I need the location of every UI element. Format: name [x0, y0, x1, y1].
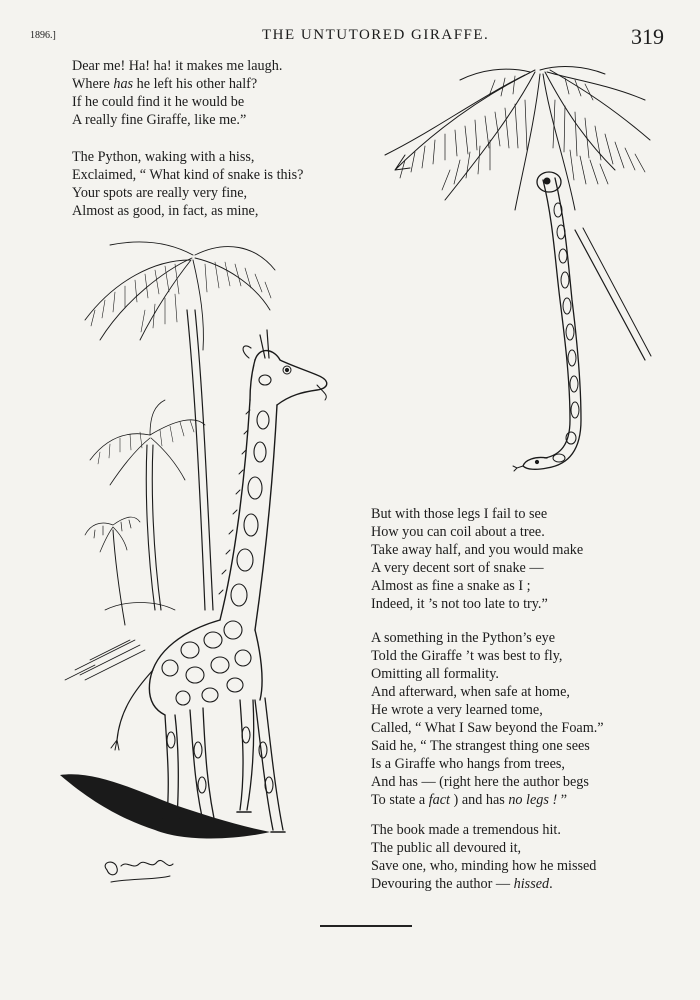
- python-palm-illustration: [375, 60, 660, 480]
- header-title: THE UNTUTORED GIRAFFE.: [262, 27, 490, 43]
- poem-line: If he could find it he would be: [72, 94, 245, 110]
- poem-line: A really fine Giraffe, like me.”: [72, 112, 247, 128]
- poem-line: And afterward, when safe at home,: [371, 684, 570, 700]
- page-number: 319: [631, 24, 664, 49]
- poem-line: And has — (right here the author begs: [371, 774, 589, 790]
- poem-line: Your spots are really very fine,: [72, 185, 248, 201]
- poem-line: How you can coil about a tree.: [371, 524, 545, 540]
- poem-line: Almost as good, in fact, as mine,: [72, 203, 259, 219]
- poem-line: Devouring the author — hissed.: [371, 876, 553, 892]
- poem-line: The book made a tremendous hit.: [371, 822, 561, 838]
- poem-line: Dear me! Ha! ha! it makes me laugh.: [72, 58, 283, 74]
- poem-line: Save one, who, minding how he missed: [371, 858, 597, 874]
- poem-line: Said he, “ The strangest thing one sees: [371, 738, 590, 754]
- poem-line: Indeed, it ’s not too late to try.”: [371, 596, 548, 612]
- poem-line: He wrote a very learned tome,: [371, 702, 543, 718]
- poem-stanza: [371, 821, 596, 893]
- header-year: 1896.]: [30, 30, 56, 41]
- poem-line: To state a fact ) and has no legs ! ”: [371, 792, 568, 808]
- poem-line: The Python, waking with a hiss,: [72, 149, 255, 165]
- poem-line: A something in the Python’s eye: [371, 630, 556, 646]
- poem-stanza: [371, 505, 583, 613]
- poem-line: Told the Giraffe ’t was best to fly,: [371, 648, 563, 664]
- poem-line: Called, “ What I Saw beyond the Foam.”: [371, 720, 604, 736]
- poem-line: Is a Giraffe who hangs from trees,: [371, 756, 565, 772]
- poem-line: A very decent sort of snake —: [371, 560, 544, 576]
- poem-line: Exclaimed, “ What kind of snake is this?: [72, 167, 304, 183]
- poem-line: Omitting all formality.: [371, 666, 499, 682]
- poem-line: Take away half, and you would make: [371, 542, 584, 558]
- poem-stanza: [371, 629, 604, 809]
- poem-line: Where has he left his other half?: [72, 76, 258, 92]
- poem-line: The public all devoured it,: [371, 840, 522, 856]
- poem-stanza: [72, 148, 303, 220]
- poem-line: Almost as fine a snake as I ;: [371, 578, 531, 594]
- poem-line: But with those legs I fail to see: [371, 506, 548, 522]
- giraffe-palm-illustration: [55, 230, 355, 890]
- section-rule: [320, 925, 412, 927]
- poem-stanza: [72, 57, 282, 129]
